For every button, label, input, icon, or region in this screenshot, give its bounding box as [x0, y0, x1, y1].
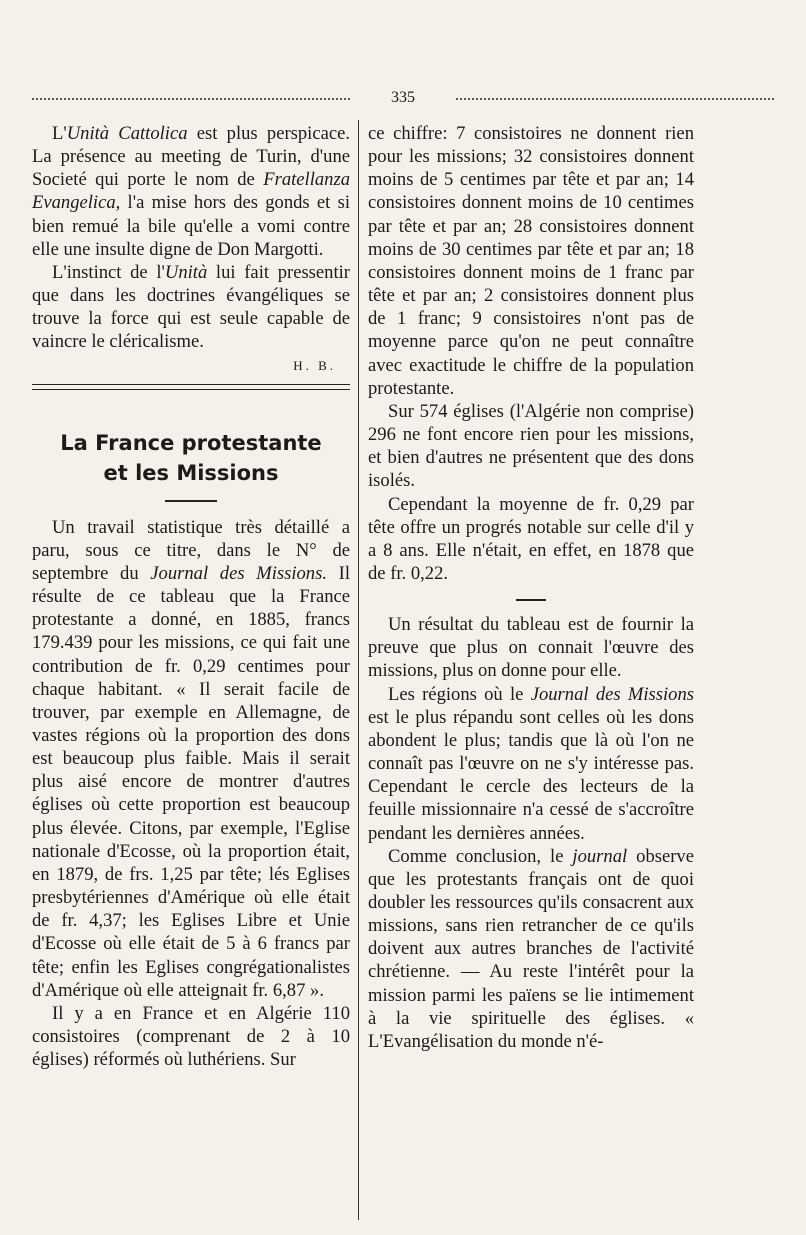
paragraph: Les régions où le Journal des Missions est le plus répandu sont celles où les dons abondent le plus; tandis que là où l'on ne connaît pas l'œuvre on ne s'y intéresse pas. Cependant le cercle des lecteurs de la feuille missionnaire n'a cessé de s'accroître pendant les dernières années.	[368, 683, 694, 844]
section-divider	[32, 384, 350, 390]
paragraph: L'instinct de l'Unità lui fait pressentir que dans les doctrines évangéliques se trouve la force qui est seule capable de vaincre le cléricalisme.	[32, 261, 350, 353]
page-header	[32, 88, 774, 110]
paragraph: Un travail statistique très détaillé a paru, sous ce titre, dans le N° de septembre du Journal des Missions. Il résulte de ce tableau que la France protestante a donné, en 1885, francs 179.439 pour les missions, ce qui fait une contribution de fr. 0,29 centimes pour chaque habitant. « Il serait facile de trouver, par exemple en Allemagne, de vastes régions où la proportion des dons est beaucoup plus faible. Mais il serait plus aisé encore de montrer d'autres églises où cette proportion est beaucoup plus élevée. Citons, par exemple, l'Eglise nationale d'Ecosse, où la proportion était, en 1879, de frs. 1,25 par tête; lés Eglises presbytériennes d'Amérique où elle était de fr. 4,37; les Eglises Libre et Unie d'Ecosse où elle était de 5 à 6 francs par tête; enfin les Eglises congrégationalistes d'Amérique où elle atteignait fr. 6,87 ».	[32, 516, 350, 1001]
paragraph: ce chiffre: 7 consistoires ne donnent rien pour les missions; 32 consistoires donnent moins de 5 centimes par tête et par an; 14 consistoires donnent moins de 10 centimes par tête et par an; 28 consistoires donnent moins de 30 centimes par tête et par an; 18 consistoires donnent moins de 1 franc par tête et par an; 2 consistoires donnent plus de 1 franc; 9 consistoires n'ont pas de moyenne parce qu'on ne peut connaître avec exactitude le chiffre de la population protestante.	[368, 123, 694, 399]
title-rule	[165, 500, 217, 502]
paragraph: Il y a en France et en Algérie 110 consistoires (comprenant de 2 à 10 églises) réformés où luthériens. Sur	[32, 1002, 350, 1071]
page-number: 335	[391, 89, 415, 106]
paragraph: Cependant la moyenne de fr. 0,29 par tête offre un progrés notable sur celle d'il y a 8 ans. Elle n'était, en effet, en 1878 que de fr. 0,22.	[368, 493, 694, 584]
paragraph: Sur 574 églises (l'Algérie non comprise) 296 ne font encore rien pour les missions, et bien d'autres ne présentent que des dons isolés.	[368, 400, 694, 492]
section-title: La France protestante et les Missions	[60, 430, 322, 485]
author-signature: H. B.	[293, 357, 336, 373]
paragraph-rule	[516, 599, 546, 601]
right-column	[368, 122, 694, 1053]
paragraph: Comme conclusion, le journal observe que les protestants français ont de quoi doubler les ressources qu'ils consacrent aux missions, sans rien retrancher de ce qu'ils doivent aux autres branches de l'activité chrétienne. — Au reste l'intérêt pour la mission parmi les païens se lie intimement à la vie spirituelle des églises. « L'Evangélisation du monde n'é-	[368, 845, 694, 1052]
left-column	[32, 122, 350, 1071]
paragraph: L'Unità Cattolica est plus perspicace. La présence au meeting de Turin, d'une Societé qui porte le nom de Fratellanza Evangelica, l'a mise hors des gonds et si bien remué la bile qu'elle a vomi contre elle une insulte digne de Don Margotti.	[32, 123, 350, 260]
header-ornament-right	[456, 98, 774, 100]
paragraph: Un résultat du tableau est de fournir la preuve que plus on connait l'œuvre des missions, plus on donne pour elle.	[368, 614, 694, 682]
column-divider	[358, 120, 359, 1220]
